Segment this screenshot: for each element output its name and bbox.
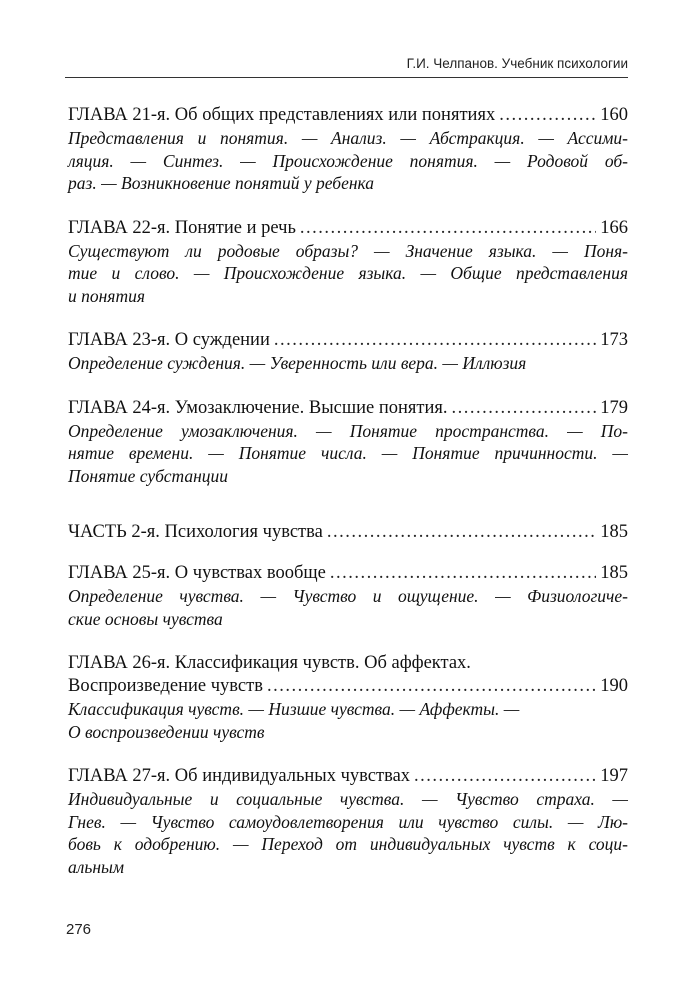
entry-page-number: 166 (600, 217, 628, 238)
entry-description (68, 127, 628, 195)
toc-entry-chapter-26 (68, 652, 628, 743)
description-line: ские основы чувства (68, 608, 223, 629)
description-line: Классификация чувств. — Низшие чувства. — Аффекты. — (68, 699, 520, 719)
dot-leader (330, 562, 596, 585)
table-of-contents (68, 104, 628, 878)
entry-description (68, 240, 628, 308)
description-line: Определение чувства. — Чувство и ощущение. — Физиологиче- (68, 586, 628, 606)
description-line: Определение суждения. — Уверенность или вера. — Иллюзия (68, 353, 527, 373)
description-line: альным (68, 856, 125, 877)
entry-title: ГЛАВА 27-я. Об индивидуальных чувствах (68, 766, 411, 786)
toc-entry-line[interactable] (68, 562, 628, 585)
toc-entry-chapter-27 (68, 765, 628, 878)
toc-entry-line[interactable] (68, 397, 628, 420)
description-line: Индивидуальные и социальные чувства. — Чувство страха. — (68, 789, 628, 809)
entry-title: ГЛАВА 23-я. О суждении (68, 330, 270, 350)
toc-entry-chapter-24 (68, 397, 628, 488)
description-line: тие и слово. — Происхождение языка. — Общие представления (68, 263, 628, 283)
entry-title: Воспроизведение чувств (68, 676, 263, 696)
toc-entry-line[interactable] (68, 765, 628, 788)
entry-page-number: 179 (600, 397, 628, 418)
entry-title: ГЛАВА 21-я. Об общих представлениях или понятиях (68, 105, 496, 125)
toc-entry-line[interactable] (68, 217, 628, 240)
description-line: Определение умозаключения. — Понятие пространства. — По- (68, 420, 628, 441)
entry-title: ГЛАВА 22-я. Понятие и речь (68, 217, 296, 238)
entry-page-number: 190 (600, 676, 628, 696)
description-line: бовь к одобрению. — Переход от индивидуальных чувств к соци- (68, 834, 628, 854)
description-line: Существуют ли родовые образы? — Значение языка. — Поня- (68, 240, 628, 261)
dot-leader (499, 104, 596, 127)
toc-entry-chapter-21 (68, 104, 628, 195)
running-header: Г.И. Челпанов. Учебник психологии (65, 56, 628, 78)
dot-leader (274, 329, 596, 352)
toc-entry-line[interactable] (68, 521, 628, 544)
description-line: раз. — Возникновение понятий у ребенка (68, 173, 375, 193)
entry-page-number: 160 (600, 105, 628, 125)
section-spacer (68, 487, 628, 521)
entry-title-line-1[interactable]: ГЛАВА 26-я. Классификация чувств. Об аффектах. (68, 653, 471, 673)
entry-description (68, 585, 628, 630)
description-line: и понятия (68, 285, 145, 306)
entry-page-number: 173 (600, 330, 628, 350)
dot-leader (414, 765, 596, 788)
entry-description (68, 698, 628, 743)
toc-entry-part-2 (68, 521, 628, 544)
description-line: О воспроизведении чувств (68, 721, 265, 742)
dot-leader (300, 217, 596, 240)
entry-title: ГЛАВА 24-я. Умозаключение. Высшие понятия. (68, 397, 448, 418)
toc-entry-chapter-23 (68, 329, 628, 375)
entry-title: ЧАСТЬ 2-я. Психология чувства (68, 522, 323, 542)
description-line: нятие времени. — Понятие числа. — Понятие причинности. — (68, 443, 628, 463)
entry-page-number: 185 (600, 563, 628, 583)
entry-title: ГЛАВА 25-я. О чувствах вообще (68, 563, 326, 583)
entry-description (68, 352, 628, 375)
entry-page-number: 197 (600, 766, 628, 786)
description-line: Гнев. — Чувство самоудовлетворения или чувство силы. — Лю- (68, 811, 628, 832)
toc-entry-line[interactable] (68, 104, 628, 127)
toc-entry-line[interactable] (68, 329, 628, 352)
description-line: Представления и понятия. — Анализ. — Абстракция. — Ассими- (68, 128, 628, 148)
description-line: ляция. — Синтез. — Происхождение понятия. — Родовой об- (68, 150, 628, 171)
toc-entry-chapter-22 (68, 217, 628, 308)
toc-entry-line[interactable] (68, 675, 628, 698)
entry-description (68, 420, 628, 488)
dot-leader (327, 521, 596, 544)
entry-page-number: 185 (600, 522, 628, 542)
page-number: 276 (66, 921, 92, 938)
entry-description (68, 788, 628, 878)
toc-entry-chapter-25 (68, 562, 628, 630)
dot-leader (267, 675, 596, 698)
description-line: Понятие субстанции (68, 465, 229, 486)
dot-leader (452, 397, 597, 420)
